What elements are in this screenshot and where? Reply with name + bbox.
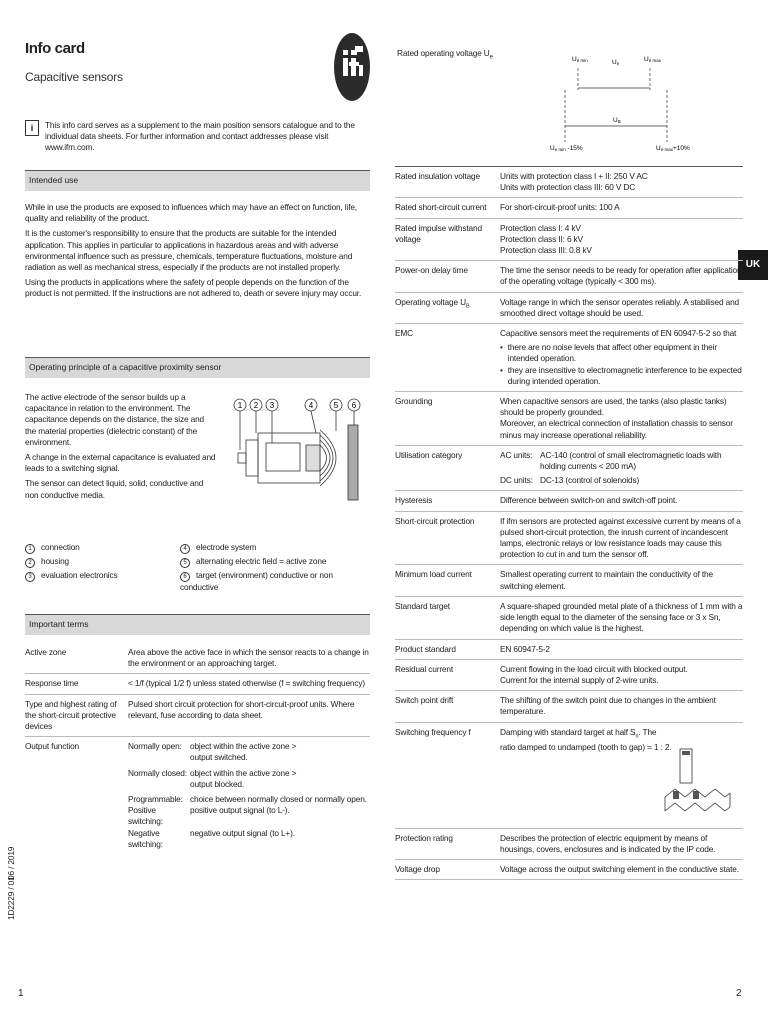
sensor-diagram	[228, 395, 370, 505]
table-row: Standard target A square-shaped grounded metal plate of a thickness of 1 mm with a side length equal to the diameter of the sensing face or 3 x Sn, depending on which value is the highest.	[395, 597, 743, 640]
table-row: Residual current Current flowing in the load circuit with blocked output. Current for the internal supply of 2-wire units.	[395, 660, 743, 691]
page-number-left: 1	[18, 988, 24, 999]
switching-frequency-diagram	[660, 747, 735, 825]
table-row: Utilisation category AC units: AC-140 (control of small electromagnetic loads with holding currents < 200 mA) DC units: DC-13 (control of solenoids)	[395, 446, 743, 492]
table-row: Hysteresis Difference between switch-on and switch-off point.	[395, 491, 743, 511]
ue-label: Ue	[612, 59, 620, 66]
legend-item: 2 housing	[25, 556, 180, 568]
intended-use-body	[25, 202, 370, 300]
term-value: Area above the active face in which the sensor reacts to a change in the environment or an approaching target.	[128, 647, 369, 669]
table-row: EMC Capacitive sensors meet the requirements of EN 60947-5-2 so that • there are no noise levels that affect other equipment in their intended operation. • they are insensitive to electromagnetic interference to be expected during intended operation.	[395, 324, 743, 392]
diagram-num-3: 3	[269, 401, 275, 410]
ifm-logo	[333, 32, 371, 102]
table-row: Power-on delay time The time the sensor needs to be ready for operation after application of the operating voltage (typically < 300 ms).	[395, 261, 743, 292]
diagram-num-5: 5	[333, 401, 339, 410]
specifications-table	[395, 166, 743, 880]
term-label: Type and highest rating of the short-circuit protective devices	[25, 698, 117, 732]
ub-label: UB	[613, 117, 621, 124]
operating-principle-heading: Operating principle of a capacitive proximity sensor	[25, 357, 370, 378]
term-label: Active zone	[25, 647, 67, 657]
table-row: Switching frequency f Damping with standard target at half $S_n$. The ratio damped to undamped (tooth to gap) = 1 : 2.	[395, 723, 743, 829]
table-row	[25, 737, 370, 854]
ue-max-plus-10-label: Ue max+10%	[656, 145, 690, 152]
operating-principle-body	[25, 392, 217, 501]
page-number-right: 2	[736, 988, 742, 999]
terms-table	[25, 643, 370, 854]
table-row: Short-circuit protection If ifm sensors are protected against excessive current by means of a pulsed short-circuit protection, the inrush current of incandescent lamps, electronic relays or low resistance loads may cause this protection to cut in and turn the sensor off.	[395, 512, 743, 566]
table-row: Operating voltage $U_B$ Voltage range in which the sensor operates reliably. A stabilised and smoothed direct voltage should be used.	[395, 293, 743, 324]
info-note	[25, 120, 370, 154]
term-value: < 1/f (typical 1/2 f) unless stated otherwise (f = switching frequency)	[128, 678, 365, 689]
operating-p1: The active electrode of the sensor builds up a capacitance in relation to the environment. The capacitance depends on the distance, the size and the material properties (dielectric constant) of the environment.	[25, 392, 205, 447]
ue-max-label: Ue max	[644, 56, 661, 63]
table-row: Rated insulation voltage Units with protection class I + II: 250 V AC Units with protection class III: 60 V DC	[395, 166, 743, 198]
legend-item: 6 target (environment) conductive or non conductive	[180, 570, 333, 592]
legend-item: 4 electrode system	[180, 542, 370, 554]
doc-date: 06 / 2019	[6, 846, 16, 880]
table-row	[25, 674, 370, 694]
intended-use-p1: While in use the products are exposed to influences which may have an effect on function, life, quality and reliability of the product.	[25, 202, 357, 224]
ue-min-label: Ue min	[572, 56, 588, 63]
table-row	[25, 643, 370, 674]
diagram-num-2: 2	[253, 401, 259, 410]
important-terms-heading: Important terms	[25, 614, 370, 635]
table-row: Product standard EN 60947-5-2	[395, 640, 743, 660]
term-label: Response time	[25, 678, 79, 689]
output-function-list: Normally open: object within the active zone > output switched. Normally closed: object within the active zone > output blocked. Programmable: choice between normally closed or normally open. Positive switching: positive output signal (to L-). Negative switching: negative output signal (to L+).	[128, 741, 367, 849]
table-row: Minimum load current Smallest operating current to maintain the conductivity of the switching element.	[395, 565, 743, 596]
intended-use-p2: It is the customer's responsibility to ensure that the products are suitable for the intended application. This applies in particular to applications in hazardous areas and with adverse environmental influence such as pressure, chemicals, temperature fluctuations, moisture and radiation as well as mechanical stress, especially if the products are not installed properly.	[25, 228, 353, 273]
page-title: Info card	[25, 40, 85, 57]
legend-item: 5 alternating electric field = active zone	[180, 556, 370, 568]
table-row: Grounding When capacitive sensors are used, the tanks (also plastic tanks) should be properly grounded. Moreover, an electrical connection of installation chassis to sensor minus may increase operational reliability.	[395, 392, 743, 446]
language-tab-uk: UK	[738, 250, 768, 280]
intended-use-heading: Intended use	[25, 170, 370, 191]
term-label: Output function	[25, 741, 80, 752]
legend-item: 3 evaluation electronics	[25, 570, 180, 593]
diagram-num-4: 4	[308, 401, 314, 410]
table-row: Rated impulse withstand voltage Protection class I: 4 kV Protection class II: 6 kV Protection class III: 0.8 kV	[395, 219, 743, 262]
page-subtitle: Capacitive sensors	[25, 70, 123, 84]
ue-min-minus-15-label: Ue min -15%	[550, 145, 583, 152]
legend-item: 1 connection	[25, 542, 180, 554]
voltage-range-diagram	[530, 50, 710, 160]
term-value: Pulsed short circuit protection for short-circuit-proof units. Where relevant, fuse according to data sheet.	[128, 698, 355, 720]
diagram-num-1: 1	[237, 401, 243, 410]
operating-p3: The sensor can detect liquid, solid, conductive and non conductive media.	[25, 478, 204, 500]
table-row: Switch point drift The shifting of the switch point due to changes in the ambient temperature.	[395, 691, 743, 722]
table-row: Rated short-circuit current For short-circuit-proof units: 100 A	[395, 198, 743, 218]
table-row: Protection rating Describes the protection of electric equipment by means of housings, covers, enclosures and is indicated by the IP code.	[395, 829, 743, 860]
rated-operating-voltage-label: Rated operating voltage $U_e$	[397, 48, 493, 61]
diagram-legend	[25, 542, 370, 593]
table-row	[25, 695, 370, 738]
doc-code: 1D2229 / 01	[6, 876, 16, 920]
info-note-text: This info card serves as a supplement to the main position sensors catalogue and to the individual data sheets. For further information and contact addresses please visit www.ifm.com.	[45, 120, 355, 153]
diagram-num-6: 6	[351, 401, 357, 410]
intended-use-p3: Using the products in applications where the safety of people depends on the function of the product is not permitted. If the instructions are not adhered to, death or severe injury may occur.	[25, 277, 362, 299]
operating-p2: A change in the external capacitance is evaluated and leads to a switching signal.	[25, 452, 216, 474]
info-icon: i	[25, 120, 39, 136]
table-row: Voltage drop Voltage across the output switching element in the conductive state.	[395, 860, 743, 880]
